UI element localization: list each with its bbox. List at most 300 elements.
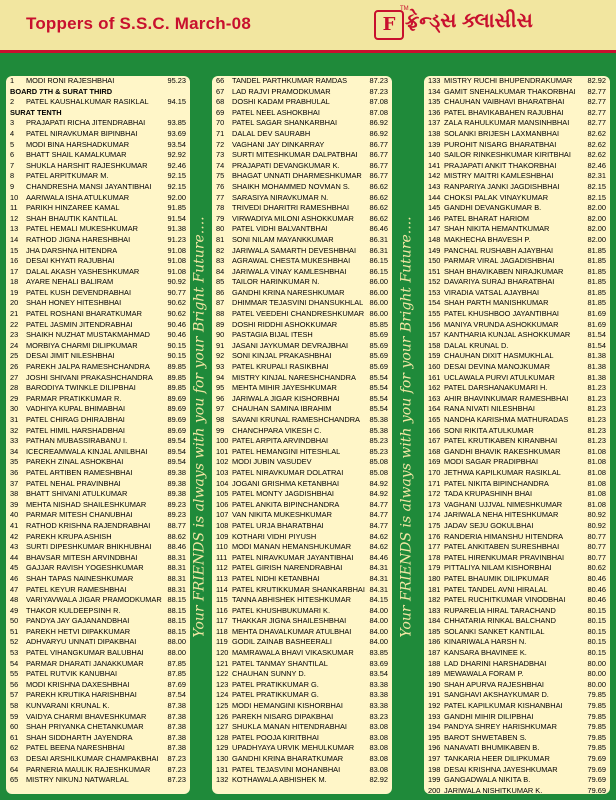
- rank-number: 113: [216, 573, 228, 583]
- percentage: 85.54: [369, 393, 388, 403]
- student-name: GANDHI MIHIR DILIPBHAI: [444, 711, 534, 721]
- topper-row: [6, 351, 190, 362]
- topper-row: [212, 267, 392, 278]
- percentage: 82.46: [587, 160, 606, 170]
- student-name: PUROHIT NISARG BHARATBHAI: [444, 139, 557, 149]
- topper-row: [424, 150, 610, 161]
- percentage: 82.31: [587, 171, 606, 181]
- student-name: JETHWA KAPILKUMAR RASIKLAL: [444, 467, 561, 477]
- percentage: 88.62: [167, 531, 186, 541]
- student-name: PATHAN MUBASSIRABANU I.: [26, 436, 128, 446]
- percentage: 80.92: [587, 520, 606, 530]
- rank-number: 199: [428, 775, 441, 785]
- rank-number: 124: [216, 690, 229, 700]
- percentage: 82.77: [587, 86, 606, 96]
- percentage: 90.15: [167, 351, 186, 361]
- percentage: 86.77: [369, 150, 388, 160]
- topper-row: [424, 733, 610, 744]
- percentage: 82.00: [587, 203, 606, 213]
- percentage: 81.08: [587, 489, 606, 499]
- topper-row: [424, 351, 610, 362]
- student-name: PRAJAPATI ANKIT THAKORBHAI: [444, 160, 557, 170]
- rank-number: 21: [10, 309, 19, 319]
- student-name: VARIYAVWALA JIGAR PRAMODKUMAR: [26, 595, 162, 605]
- percentage: 80.77: [587, 542, 606, 552]
- student-name: MODI JUBIN VASUDEV: [232, 457, 312, 467]
- topper-row: [6, 712, 190, 723]
- topper-row: [212, 235, 392, 246]
- rank-number: 198: [428, 764, 441, 774]
- percentage: 81.85: [587, 245, 606, 255]
- student-name: LAD RAJVI PRAMODKUMAR: [232, 86, 331, 96]
- topper-row: [6, 426, 190, 437]
- topper-row: [212, 309, 392, 320]
- student-name: SURTI DIPESHKUMAR BHIKHUBHAI: [26, 542, 152, 552]
- student-name: UPADHYAYA URVIK MEHULKUMAR: [232, 743, 355, 753]
- percentage: 86.46: [369, 224, 388, 234]
- student-name: KANTHARIA KUNJAL ASHOKKUMAR: [444, 330, 571, 340]
- percentage: 84.15: [369, 595, 388, 605]
- rank-number: 133: [428, 76, 441, 85]
- student-name: SANGHAVI AKSHAYKUMAR D.: [444, 690, 549, 700]
- rank-number: 154: [428, 298, 441, 308]
- topper-row: [212, 606, 392, 617]
- student-name: CHAUHAN VAIBHAVI BHARATBHAI: [444, 97, 565, 107]
- rank-number: 171: [428, 478, 441, 488]
- percentage: 86.92: [369, 118, 388, 128]
- topper-row: [6, 383, 190, 394]
- rank-number: 72: [216, 139, 225, 149]
- student-name: PATEL HEMANGINI HITESHLAL: [232, 446, 341, 456]
- rank-number: 112: [216, 563, 228, 573]
- percentage: 86.62: [369, 203, 388, 213]
- topper-row: [424, 224, 610, 235]
- student-name: MODI HEMANGINI KISHORBHAI: [232, 701, 343, 711]
- student-name: GAMIT SNEHALKUMAR THAKORBHAI: [444, 86, 576, 96]
- topper-row: [6, 203, 190, 214]
- percentage: 86.77: [369, 139, 388, 149]
- rank-number: 131: [216, 764, 229, 774]
- percentage: 92.15: [167, 171, 186, 181]
- rank-number: 185: [428, 626, 441, 636]
- rank-number: 177: [428, 542, 441, 552]
- percentage: 87.08: [369, 107, 388, 117]
- topper-row: [212, 224, 392, 235]
- percentage: 79.85: [587, 722, 606, 732]
- percentage: 80.62: [587, 563, 606, 573]
- rank-number: 94: [216, 372, 225, 382]
- percentage: 91.85: [167, 203, 186, 213]
- topper-row: [424, 76, 610, 87]
- topper-row: [424, 171, 610, 182]
- topper-row: [212, 722, 392, 733]
- topper-row: [212, 97, 392, 108]
- rank-number: 49: [10, 605, 19, 615]
- student-name: VIRWADIYA MILONI ASHOKKUMAR: [232, 213, 354, 223]
- student-name: PATEL DARSHANAKUMARI H.: [444, 383, 548, 393]
- percentage: 92.46: [167, 160, 186, 170]
- rank-number: 19: [10, 287, 19, 297]
- student-name: PATEL NIRAVKUMAR JAYANTIBHAI: [232, 552, 354, 562]
- percentage: 87.23: [369, 76, 388, 85]
- topper-row: [6, 563, 190, 574]
- student-name: AGRAWAL CHESTA MUKESHBHAI: [232, 256, 351, 266]
- percentage: 88.46: [167, 542, 186, 552]
- percentage: 89.69: [167, 404, 186, 414]
- topper-row: [424, 373, 610, 384]
- percentage: 79.69: [587, 754, 606, 763]
- student-name: MAMRAWALA BHAVI VIKASKUMAR: [232, 648, 354, 658]
- percentage: 87.38: [167, 711, 186, 721]
- percentage: 89.54: [167, 457, 186, 467]
- rank-number: 176: [428, 531, 441, 541]
- rank-number: 132: [216, 775, 229, 785]
- student-name: MAKHECHA BHAVESH P.: [444, 234, 531, 244]
- rank-number: 45: [10, 563, 19, 573]
- percentage: 81.85: [587, 287, 606, 297]
- rank-number: 15: [10, 245, 19, 255]
- rank-number: 61: [10, 732, 19, 742]
- rank-number: 47: [10, 584, 19, 594]
- percentage: 89.38: [167, 478, 186, 488]
- student-name: MODI MANAN HEMANSHUKUMAR: [232, 542, 352, 552]
- student-name: UCLAWALA PURVI ATULKUMAR: [444, 372, 555, 382]
- student-name: SONI RIKITA ATULKUMAR: [444, 425, 534, 435]
- percentage: 83.08: [369, 743, 388, 753]
- percentage: 91.08: [167, 256, 186, 266]
- topper-row: [424, 765, 610, 776]
- student-name: CHAUHAN SUNNY D.: [232, 669, 306, 679]
- percentage: 86.77: [369, 171, 388, 181]
- student-name: PAREKH ZINAL ASHOKBHAI: [26, 457, 124, 467]
- student-name: PASTAGIA BIJAL ITESH: [232, 330, 313, 340]
- percentage: 81.38: [587, 362, 606, 372]
- student-name: GAJJAR RAVISH YOGESHKUMAR: [26, 563, 144, 573]
- percentage: 85.69: [369, 362, 388, 372]
- percentage: 84.00: [369, 605, 388, 615]
- student-name: JADAV SEJU GOKULBHAI: [444, 520, 534, 530]
- student-name: DESAI KRISHNA JAYESHKUMAR: [444, 764, 558, 774]
- topper-row: [424, 288, 610, 299]
- topper-row: [424, 712, 610, 723]
- percentage: 83.23: [369, 711, 388, 721]
- rank-number: 50: [10, 616, 19, 626]
- toppers-column-1: [6, 76, 190, 794]
- student-name: CHAUHAN DIXIT HASMUKHLAL: [444, 351, 554, 361]
- rank-number: 42: [10, 531, 19, 541]
- percentage: 84.00: [369, 637, 388, 647]
- percentage: 79.69: [587, 775, 606, 785]
- percentage: 81.23: [587, 425, 606, 435]
- percentage: 81.85: [587, 298, 606, 308]
- percentage: 86.62: [369, 213, 388, 223]
- student-name: PATEL VIHANGKUMAR BALUBHAI: [26, 648, 144, 658]
- student-name: SHAH PRIYANKA CHETANKUMAR: [26, 722, 144, 732]
- topper-row: [424, 606, 610, 617]
- topper-row: [6, 722, 190, 733]
- student-name: RANPARIYA JANKI JAGDISHBHAI: [444, 181, 560, 191]
- topper-row: [212, 648, 392, 659]
- student-name: RANA NIVATI NILESHBHAI: [444, 404, 535, 414]
- percentage: 85.54: [369, 383, 388, 393]
- percentage: 83.08: [369, 764, 388, 774]
- topper-row: [424, 743, 610, 754]
- topper-row: [6, 224, 190, 235]
- percentage: 85.23: [369, 436, 388, 446]
- percentage: 80.00: [587, 658, 606, 668]
- topper-row: [6, 669, 190, 680]
- rank-number: 115: [216, 595, 228, 605]
- percentage: 79.85: [587, 732, 606, 742]
- topper-row: [424, 585, 610, 596]
- rank-number: 173: [428, 499, 441, 509]
- rank-number: 179: [428, 563, 441, 573]
- percentage: 81.38: [587, 372, 606, 382]
- student-name: KOTHARI VIDHI PIYUSH: [232, 531, 317, 541]
- topper-row: [6, 733, 190, 744]
- rank-number: 158: [428, 340, 441, 350]
- student-name: DESAI DEVINA MANOJKUMAR: [444, 362, 550, 372]
- rank-number: 97: [216, 404, 225, 414]
- topper-row: [424, 256, 610, 267]
- rank-number: 38: [10, 489, 19, 499]
- topper-row: [424, 140, 610, 151]
- percentage: 81.08: [587, 478, 606, 488]
- student-name: PATEL URJA BHARATBHAI: [232, 520, 324, 530]
- topper-row: [212, 383, 392, 394]
- percentage: 84.77: [369, 510, 388, 520]
- percentage: 87.23: [167, 754, 186, 763]
- student-name: PATEL ARPITA ARVINDBHAI: [232, 436, 329, 446]
- topper-row: [212, 627, 392, 638]
- rank-number: 5: [10, 139, 15, 149]
- rank-number: 174: [428, 510, 441, 520]
- student-name: PATEL ANKITABEN SURESHBHAI: [444, 542, 560, 552]
- topper-row: [424, 786, 610, 794]
- rank-number: 183: [428, 605, 441, 615]
- rank-number: 148: [428, 234, 441, 244]
- percentage: 80.15: [587, 605, 606, 615]
- rank-number: 36: [10, 467, 19, 477]
- percentage: 88.77: [167, 520, 186, 530]
- topper-row: [6, 595, 190, 606]
- student-name: MEHTA NISHAD SHAILESHKUMAR: [26, 499, 147, 509]
- percentage: 88.15: [167, 595, 186, 605]
- student-name: BHATT SHAIL KAMALKUMAR: [26, 150, 127, 160]
- percentage: 87.38: [167, 743, 186, 753]
- student-name: SHAH BHAVIKABEN NIRAJKUMAR: [444, 266, 564, 276]
- rank-number: 95: [216, 383, 225, 393]
- topper-row: [212, 214, 392, 225]
- student-name: DESAI JIMIT NILESHBHAI: [26, 351, 115, 361]
- rank-number: 119: [216, 637, 228, 647]
- percentage: 89.38: [167, 467, 186, 477]
- rank-number: 172: [428, 489, 441, 499]
- student-name: PATEL BEENA NARESHBHAI: [26, 743, 125, 753]
- rank-number: 87: [216, 298, 225, 308]
- student-name: NANAVATI BHUMIKABEN B.: [444, 743, 540, 753]
- rank-number: 102: [216, 457, 229, 467]
- student-name: RATHOD JIGNA HARESHBHAI: [26, 234, 131, 244]
- percentage: 82.00: [587, 213, 606, 223]
- rank-number: 27: [10, 372, 19, 382]
- topper-row: [424, 161, 610, 172]
- percentage: 93.85: [167, 118, 186, 128]
- student-name: VAGHANI UJJVAL NIMESHKUMAR: [444, 499, 563, 509]
- topper-row: [6, 500, 190, 511]
- student-name: DOSHI KADAM PRABHULAL: [232, 97, 330, 107]
- student-name: MORBIYA CHARMI DILIPKUMAR: [26, 340, 138, 350]
- topper-row: [424, 701, 610, 712]
- topper-row: [424, 203, 610, 214]
- topper-row: [6, 235, 190, 246]
- topper-row: [424, 521, 610, 532]
- percentage: 85.69: [369, 340, 388, 350]
- rank-number: 39: [10, 499, 19, 509]
- rank-number: 189: [428, 669, 441, 679]
- student-name: GANDHI DEVANGKUMAR B.: [444, 203, 542, 213]
- toppers-column-2: [212, 76, 392, 794]
- student-name: PATEL KAPILKUMAR KISHANBHAI: [444, 701, 563, 711]
- rank-number: 37: [10, 478, 19, 488]
- percentage: 89.85: [167, 372, 186, 382]
- student-name: BHAGAT UNNATI DHARMESHKUMAR: [232, 171, 362, 181]
- student-name: JARIWALA VINAY KAMLESHBHAI: [232, 266, 347, 276]
- percentage: 84.62: [369, 531, 388, 541]
- student-name: SONI NILAM MAYANKKUMAR: [232, 234, 334, 244]
- topper-row: [6, 394, 190, 405]
- topper-row: [212, 373, 392, 384]
- topper-row: [212, 246, 392, 257]
- percentage: 84.31: [369, 584, 388, 594]
- topper-row: [424, 553, 610, 564]
- percentage: 87.38: [167, 732, 186, 742]
- topper-row: [6, 267, 190, 278]
- student-name: PATEL ARPITKUMAR M.: [26, 171, 109, 181]
- student-name: PANDYA SHREY HARISHKUMAR: [444, 722, 557, 732]
- topper-row: [6, 532, 190, 543]
- topper-row: [6, 161, 190, 172]
- topper-row: [6, 521, 190, 532]
- student-name: PATEL CHIRAG DHIRAJBHAI: [26, 415, 125, 424]
- student-name: LAD DHARINI HARSHADBHAI: [444, 658, 547, 668]
- percentage: 90.46: [167, 330, 186, 340]
- rank-number: 13: [10, 224, 19, 234]
- percentage: 86.62: [369, 192, 388, 202]
- student-name: SURTI MITESHKUMAR DALPATBHAI: [232, 150, 358, 160]
- student-name: JASANI JAYKUMAR DEVRAJBHAI: [232, 340, 349, 350]
- percentage: 79.69: [587, 785, 606, 794]
- rank-number: 127: [216, 722, 229, 732]
- topper-row: [424, 775, 610, 786]
- topper-row: [212, 585, 392, 596]
- percentage: 81.08: [587, 499, 606, 509]
- topper-row: [6, 129, 190, 140]
- student-name: BAROT SHWETABEN S.: [444, 732, 527, 742]
- rank-number: 191: [428, 690, 441, 700]
- rank-number: 109: [216, 531, 229, 541]
- student-name: PARNERIA MAULIK RAJESHKUMAR: [26, 764, 151, 774]
- rank-number: 88: [216, 309, 225, 319]
- brand-logo-icon: F: [374, 10, 404, 40]
- rank-number: 163: [428, 393, 441, 403]
- rank-number: 120: [216, 648, 229, 658]
- rank-number: 66: [216, 76, 225, 85]
- percentage: 87.85: [167, 669, 186, 679]
- percentage: 85.08: [369, 457, 388, 467]
- percentage: 88.31: [167, 584, 186, 594]
- topper-row: [6, 447, 190, 458]
- topper-row: [6, 468, 190, 479]
- topper-row: [424, 532, 610, 543]
- percentage: 81.38: [587, 351, 606, 361]
- rank-number: 99: [216, 425, 225, 435]
- student-name: PATEL ARTIBEN RAMESHBHAI: [26, 467, 133, 477]
- percentage: 81.69: [587, 319, 606, 329]
- topper-row: [6, 171, 190, 182]
- rank-number: 116: [216, 605, 228, 615]
- topper-row: [6, 182, 190, 193]
- rank-number: 68: [216, 97, 225, 107]
- percentage: 81.23: [587, 404, 606, 414]
- percentage: 80.00: [587, 679, 606, 689]
- topper-row: [6, 648, 190, 659]
- topper-row: [212, 182, 392, 193]
- topper-row: [6, 214, 190, 225]
- student-name: PATEL HEMALI MUKESHKUMAR: [26, 224, 138, 234]
- student-name: PATEL KHUSHBUKUMARI K.: [232, 605, 331, 615]
- topper-row: [212, 256, 392, 267]
- student-name: PAREKH KRUTIKA HARISHBHAI: [26, 690, 137, 700]
- rank-number: 60: [10, 722, 19, 732]
- topper-row: [424, 394, 610, 405]
- topper-row: [424, 722, 610, 733]
- percentage: 82.77: [587, 107, 606, 117]
- percentage: 80.46: [587, 573, 606, 583]
- percentage: 93.54: [167, 139, 186, 149]
- student-name: PATEL SAGAR SHANKARBHAI: [232, 118, 338, 128]
- student-name: SARASIYA NIRAVKUMAR N.: [232, 192, 329, 202]
- percentage: 88.00: [167, 637, 186, 647]
- topper-row: [424, 468, 610, 479]
- rank-number: 135: [428, 97, 441, 107]
- rank-number: 197: [428, 754, 441, 763]
- student-name: PATEL BHARAT HARIOM: [444, 213, 530, 223]
- percentage: 80.92: [587, 510, 606, 520]
- student-name: PANCHAL RUSHABH AJAYBHAI: [444, 245, 554, 255]
- topper-row: [424, 246, 610, 257]
- student-name: JARIWALA SAMARTH DEVESHBHAI: [232, 245, 357, 255]
- percentage: 84.00: [369, 616, 388, 626]
- rank-number: 98: [216, 415, 225, 424]
- topper-row: [212, 118, 392, 129]
- rank-number: 159: [428, 351, 441, 361]
- rank-number: 65: [10, 775, 19, 785]
- percentage: 80.77: [587, 552, 606, 562]
- student-name: PATEL PRATIKKUMAR G.: [232, 679, 319, 689]
- student-name: BHATT SHIVANI ATULKUMAR: [26, 489, 128, 499]
- topper-row: [424, 298, 610, 309]
- student-name: GANDHI BHAVIK RAKESHKUMAR: [444, 446, 561, 456]
- topper-row: [424, 277, 610, 288]
- rank-number: 188: [428, 658, 441, 668]
- topper-row: [424, 690, 610, 701]
- student-name: SHAH HONEY HITESHBHAI: [26, 298, 122, 308]
- rank-number: 90: [216, 330, 225, 340]
- rank-number: 137: [428, 118, 441, 128]
- rank-number: 178: [428, 552, 441, 562]
- topper-row: [212, 542, 392, 553]
